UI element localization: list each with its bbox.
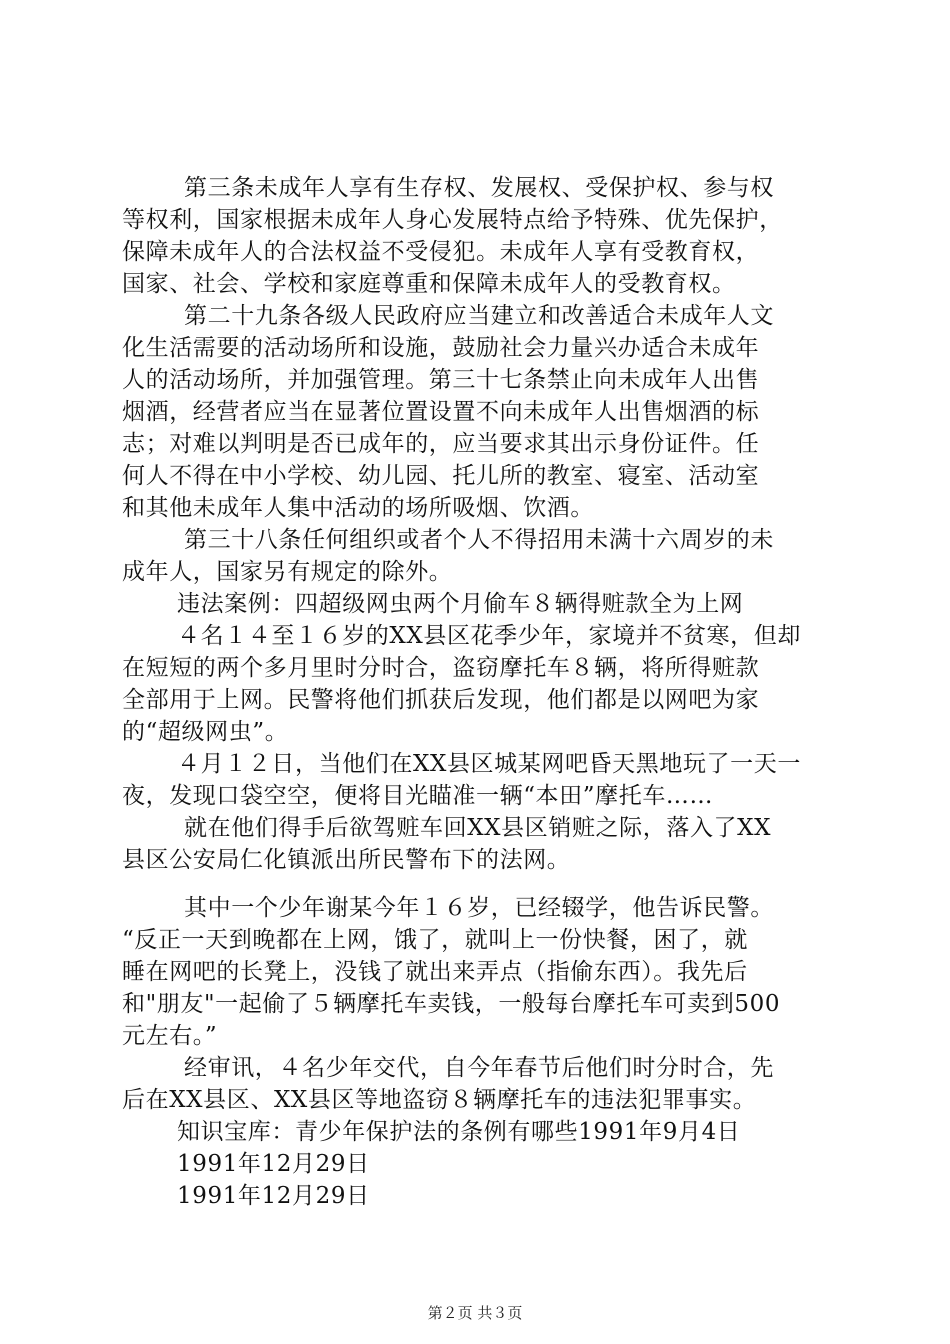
- text-line: 第二十九条各级人民政府应当建立和改善适合未成年人文: [184, 303, 774, 329]
- text-line: 1991年12月29日: [177, 1151, 370, 1177]
- text-line: “反正一天到晚都在上网，饿了，就叫上一份快餐，困了，就: [122, 927, 748, 953]
- text-line: 等权利，国家根据未成年人身心发展特点给予特殊、优先保护，: [122, 207, 783, 233]
- text-line: 何人不得在中小学校、幼儿园、托儿所的教室、寝室、活动室: [122, 463, 760, 489]
- text-line: 就在他们得手后欲驾赃车回XX县区销赃之际，落入了XX: [184, 815, 772, 841]
- text-line: 夜，发现口袋空空，便将目光瞄准一辆“本田”摩托车……: [122, 783, 714, 809]
- text-line: 1991年12月29日: [177, 1183, 370, 1209]
- text-line: 和"朋友"一起偷了５辆摩托车卖钱，一般每台摩托车可卖到500: [122, 991, 781, 1017]
- text-line: 违法案例：四超级网虫两个月偷车８辆得赃款全为上网: [177, 591, 744, 617]
- text-line: 其中一个少年谢某今年１６岁，已经辍学，他告诉民警。: [184, 895, 774, 921]
- text-line: 国家、社会、学校和家庭尊重和保障未成年人的受教育权。: [122, 271, 736, 297]
- text-line: 全部用于上网。民警将他们抓获后发现，他们都是以网吧为家: [122, 687, 760, 713]
- text-line: 元左右。”: [122, 1023, 218, 1049]
- text-line: 人的活动场所，并加强管理。第三十七条禁止向未成年人出售: [122, 367, 760, 393]
- text-line: 志；对难以判明是否已成年的，应当要求其出示身份证件。任: [122, 431, 760, 457]
- text-line: 知识宝库：青少年保护法的条例有哪些1991年9月4日: [177, 1119, 741, 1145]
- text-line: 烟酒，经营者应当在显著位置设置不向未成年人出售烟酒的标: [122, 399, 760, 425]
- text-line: 在短短的两个多月里时分时合，盗窃摩托车８辆，将所得赃款: [122, 655, 760, 681]
- text-line: 的“超级网虫”。: [122, 719, 289, 745]
- text-line: ４月１２日，当他们在XX县区城某网吧昏天黑地玩了一天一: [177, 751, 801, 777]
- text-line: 化生活需要的活动场所和设施，鼓励社会力量兴办适合未成年: [122, 335, 760, 361]
- text-line: 第三条未成年人享有生存权、发展权、受保护权、参与权: [184, 175, 774, 201]
- text-line: 和其他未成年人集中活动的场所吸烟、饮酒。: [122, 495, 594, 521]
- text-line: ４名１４至１６岁的XX县区花季少年，家境并不贫寒，但却: [177, 623, 801, 649]
- page-number-footer: 第２页 共３页: [427, 1304, 523, 1322]
- text-line: 县区公安局仁化镇派出所民警布下的法网。: [122, 847, 571, 873]
- text-line: 保障未成年人的合法权益不受侵犯。未成年人享有受教育权，: [122, 239, 760, 265]
- text-line: 成年人，国家另有规定的除外。: [122, 559, 453, 585]
- text-line: 后在XX县区、XX县区等地盗窃８辆摩托车的违法犯罪事实。: [122, 1087, 757, 1113]
- text-line: 第三十八条任何组织或者个人不得招用未满十六周岁的未: [184, 527, 774, 553]
- text-line: 经审讯，４名少年交代，自今年春节后他们时分时合，先: [184, 1055, 774, 1081]
- text-line: 睡在网吧的长凳上，没钱了就出来弄点（指偷东西）。我先后: [122, 959, 748, 985]
